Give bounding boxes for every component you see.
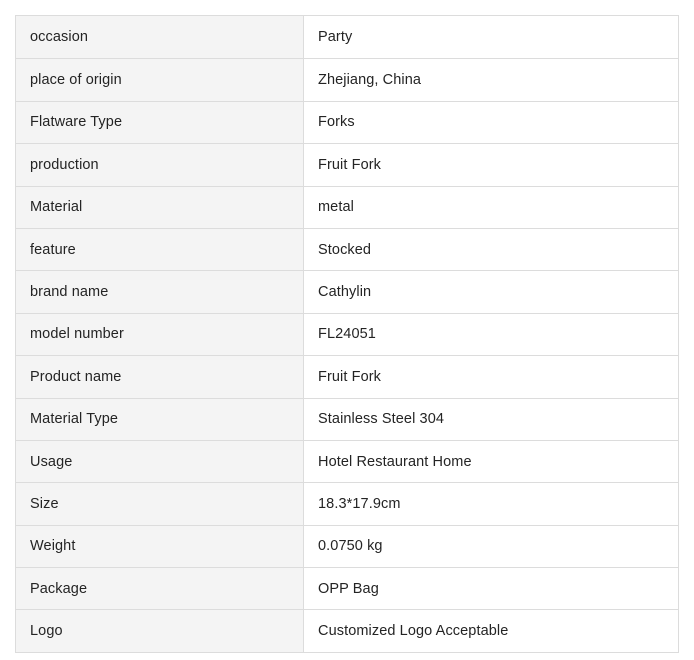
table-row <box>16 355 678 397</box>
spec-label: Material Type <box>16 399 304 440</box>
table-row <box>16 609 678 651</box>
spec-value: OPP Bag <box>304 568 678 609</box>
table-row <box>16 313 678 355</box>
product-specification-table <box>15 15 679 653</box>
spec-value: 0.0750 kg <box>304 526 678 567</box>
spec-label: Package <box>16 568 304 609</box>
spec-value: Fruit Fork <box>304 144 678 185</box>
spec-label: model number <box>16 314 304 355</box>
table-row <box>16 567 678 609</box>
spec-label: occasion <box>16 16 304 58</box>
spec-label: production <box>16 144 304 185</box>
spec-value: 18.3*17.9cm <box>304 483 678 524</box>
spec-label: Weight <box>16 526 304 567</box>
spec-label: Size <box>16 483 304 524</box>
spec-value: Party <box>304 16 678 58</box>
spec-value: Fruit Fork <box>304 356 678 397</box>
table-row <box>16 186 678 228</box>
table-row <box>16 58 678 100</box>
spec-label: Material <box>16 187 304 228</box>
spec-value: Hotel Restaurant Home <box>304 441 678 482</box>
spec-label: feature <box>16 229 304 270</box>
table-row <box>16 398 678 440</box>
spec-label: Usage <box>16 441 304 482</box>
table-row <box>16 440 678 482</box>
spec-value: Stainless Steel 304 <box>304 399 678 440</box>
spec-value: metal <box>304 187 678 228</box>
table-row <box>16 16 678 58</box>
table-row <box>16 143 678 185</box>
spec-value: Zhejiang, China <box>304 59 678 100</box>
spec-value: Forks <box>304 102 678 143</box>
spec-label: place of origin <box>16 59 304 100</box>
table-row <box>16 228 678 270</box>
spec-value: Customized Logo Acceptable <box>304 610 678 651</box>
spec-label: brand name <box>16 271 304 312</box>
spec-value: Stocked <box>304 229 678 270</box>
table-row <box>16 101 678 143</box>
table-row <box>16 525 678 567</box>
table-row <box>16 482 678 524</box>
spec-value: Cathylin <box>304 271 678 312</box>
table-row <box>16 270 678 312</box>
spec-label: Product name <box>16 356 304 397</box>
spec-value: FL24051 <box>304 314 678 355</box>
spec-label: Flatware Type <box>16 102 304 143</box>
spec-label: Logo <box>16 610 304 651</box>
